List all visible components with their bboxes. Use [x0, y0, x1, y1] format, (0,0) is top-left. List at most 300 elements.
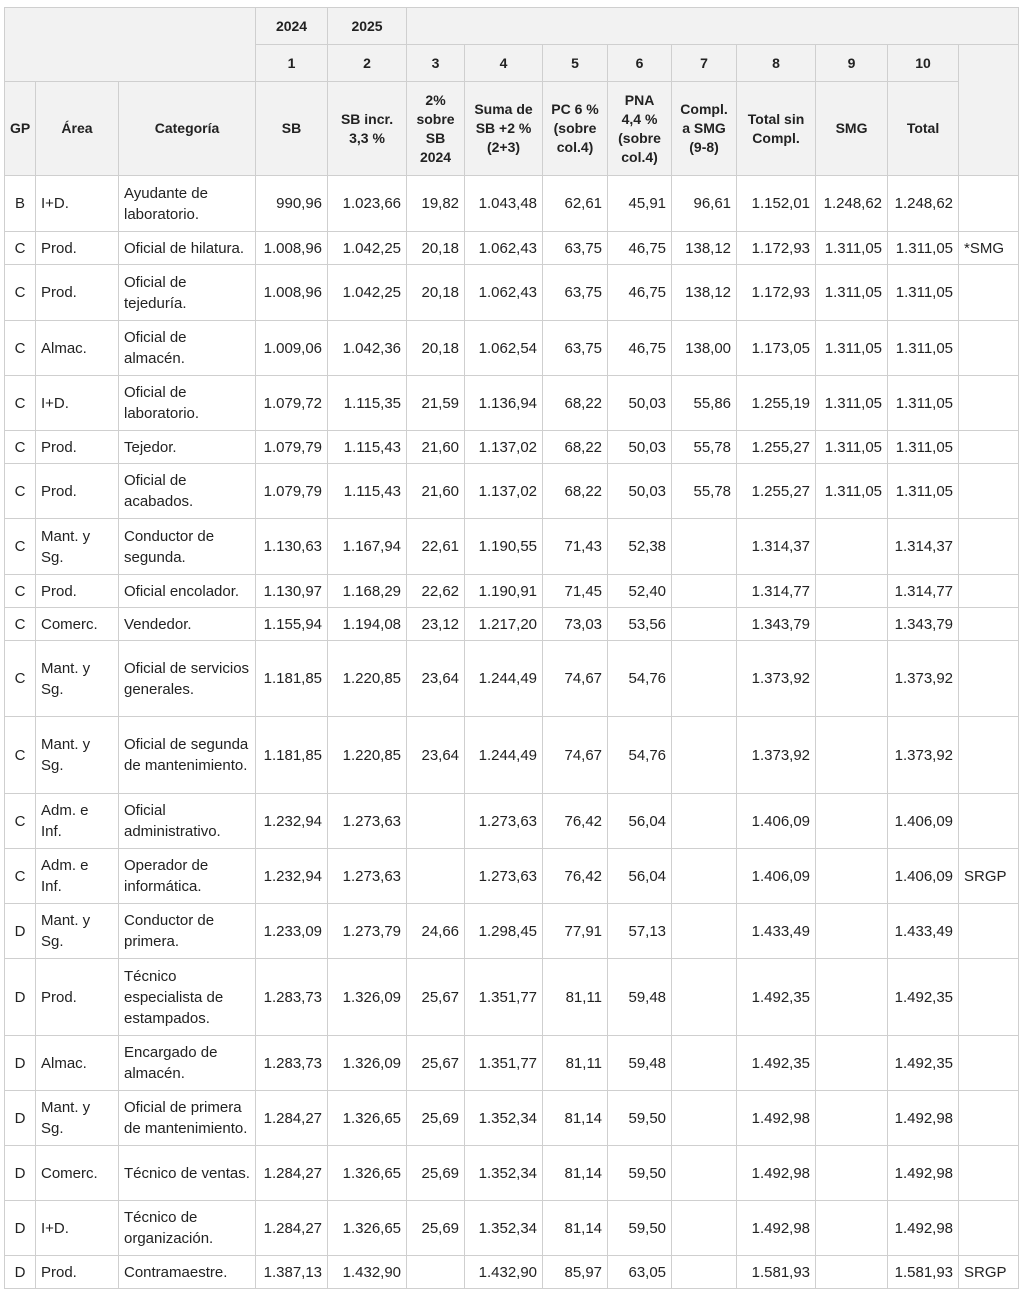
suma-cell: 1.136,94 — [465, 376, 543, 431]
suma-cell: 1.137,02 — [465, 431, 543, 464]
sb-incr-header — [328, 82, 407, 176]
sb-cell: 1.130,63 — [256, 519, 328, 575]
category-cell: Oficial de hilatura. — [119, 232, 256, 265]
sb-cell: 1.009,06 — [256, 321, 328, 376]
total-sin-cell: 1.255,27 — [737, 431, 816, 464]
total-cell: 1.314,77 — [888, 575, 959, 608]
pna-cell: 54,76 — [608, 717, 672, 794]
gp-cell: D — [5, 904, 36, 959]
gp-cell: C — [5, 794, 36, 849]
smg-cell — [816, 608, 888, 641]
suma-cell: 1.190,91 — [465, 575, 543, 608]
sb-cell: 1.155,94 — [256, 608, 328, 641]
sb-incr-cell: 1.220,85 — [328, 641, 407, 717]
sb-cell: 1.079,79 — [256, 464, 328, 519]
total-sin-cell: 1.314,37 — [737, 519, 816, 575]
pct2-cell — [407, 794, 465, 849]
pna-cell: 50,03 — [608, 431, 672, 464]
table-row — [5, 794, 1019, 849]
smg-cell: 1.311,05 — [816, 431, 888, 464]
category-cell: Vendedor. — [119, 608, 256, 641]
header-line: Total sin — [747, 110, 805, 127]
suma-cell: 1.273,63 — [465, 849, 543, 904]
suma-cell: 1.352,34 — [465, 1091, 543, 1146]
pna-cell: 59,50 — [608, 1091, 672, 1146]
category-cell: Técnico especialista de estampados. — [119, 959, 256, 1036]
suma-cell: 1.352,34 — [465, 1201, 543, 1256]
header-row-labels — [5, 82, 1019, 176]
pc-cell: 81,14 — [543, 1201, 608, 1256]
table-row — [5, 176, 1019, 232]
compl-cell — [672, 575, 737, 608]
pct2-cell: 25,69 — [407, 1091, 465, 1146]
smg-header: SMG — [816, 82, 888, 176]
pna-header — [608, 82, 672, 176]
compl-cell — [672, 641, 737, 717]
area-cell: Prod. — [36, 232, 119, 265]
category-cell: Operador de informática. — [119, 849, 256, 904]
table-row — [5, 904, 1019, 959]
pct2-cell: 20,18 — [407, 232, 465, 265]
category-cell: Tejedor. — [119, 431, 256, 464]
table-row — [5, 431, 1019, 464]
pct2-cell: 20,18 — [407, 265, 465, 321]
suma-cell: 1.043,48 — [465, 176, 543, 232]
category-cell: Oficial de acabados. — [119, 464, 256, 519]
suma-cell: 1.217,20 — [465, 608, 543, 641]
total-sin-cell: 1.406,09 — [737, 849, 816, 904]
sb-incr-cell: 1.273,79 — [328, 904, 407, 959]
sb-cell: 1.233,09 — [256, 904, 328, 959]
sb-incr-cell: 1.326,09 — [328, 1036, 407, 1091]
compl-cell — [672, 1201, 737, 1256]
category-cell: Oficial de almacén. — [119, 321, 256, 376]
gp-cell: D — [5, 1091, 36, 1146]
pct2-cell: 23,64 — [407, 641, 465, 717]
gp-cell: D — [5, 1146, 36, 1201]
pct2-cell: 21,60 — [407, 431, 465, 464]
table-row — [5, 265, 1019, 321]
note-cell — [959, 641, 1019, 717]
category-cell: Conductor de primera. — [119, 904, 256, 959]
compl-cell — [672, 608, 737, 641]
area-cell: Prod. — [36, 464, 119, 519]
smg-cell — [816, 1256, 888, 1289]
smg-cell — [816, 641, 888, 717]
header-line: 3,3 % — [349, 129, 385, 146]
gp-header: GP — [5, 82, 36, 176]
total-cell: 1.373,92 — [888, 717, 959, 794]
smg-cell: 1.248,62 — [816, 176, 888, 232]
total-cell: 1.492,98 — [888, 1091, 959, 1146]
sb-incr-cell: 1.273,63 — [328, 849, 407, 904]
total-sin-cell: 1.173,05 — [737, 321, 816, 376]
pc-cell: 77,91 — [543, 904, 608, 959]
note-cell — [959, 904, 1019, 959]
area-cell: I+D. — [36, 376, 119, 431]
note-cell — [959, 575, 1019, 608]
smg-cell — [816, 1036, 888, 1091]
table-row — [5, 959, 1019, 1036]
area-cell: Comerc. — [36, 1146, 119, 1201]
smg-cell: 1.311,05 — [816, 265, 888, 321]
header-line: (9-8) — [689, 139, 719, 155]
gp-cell: C — [5, 265, 36, 321]
table-row — [5, 717, 1019, 794]
header-line: 2% — [425, 91, 446, 108]
sb-cell: 1.387,13 — [256, 1256, 328, 1289]
col-number-header: 4 — [465, 45, 543, 82]
note-cell — [959, 176, 1019, 232]
compl-cell — [672, 1091, 737, 1146]
suma-cell: 1.432,90 — [465, 1256, 543, 1289]
area-cell: Prod. — [36, 1256, 119, 1289]
total-sin-cell: 1.172,93 — [737, 232, 816, 265]
header-line: a SMG — [682, 120, 726, 136]
table-row — [5, 321, 1019, 376]
pc-cell: 68,22 — [543, 376, 608, 431]
total-sin-cell: 1.343,79 — [737, 608, 816, 641]
note-cell — [959, 265, 1019, 321]
total-sin-cell: 1.172,93 — [737, 265, 816, 321]
note-cell — [959, 376, 1019, 431]
compl-cell: 138,12 — [672, 232, 737, 265]
sb-incr-cell: 1.023,66 — [328, 176, 407, 232]
col-number-header: 6 — [608, 45, 672, 82]
pct2-cell: 22,61 — [407, 519, 465, 575]
total-sin-cell: 1.373,92 — [737, 641, 816, 717]
category-cell: Oficial de primera de mantenimiento. — [119, 1091, 256, 1146]
pc-cell: 76,42 — [543, 849, 608, 904]
suma-header — [465, 82, 543, 176]
table-row — [5, 1256, 1019, 1289]
pna-cell: 50,03 — [608, 464, 672, 519]
pna-cell: 53,56 — [608, 608, 672, 641]
total-cell: 1.314,37 — [888, 519, 959, 575]
note-cell — [959, 1146, 1019, 1201]
col-number-header: 5 — [543, 45, 608, 82]
pct2-cell: 25,67 — [407, 1036, 465, 1091]
pna-cell: 56,04 — [608, 794, 672, 849]
total-cell: 1.581,93 — [888, 1256, 959, 1289]
note-cell — [959, 717, 1019, 794]
smg-cell — [816, 1146, 888, 1201]
smg-cell: 1.311,05 — [816, 321, 888, 376]
sb-incr-cell: 1.042,25 — [328, 232, 407, 265]
gp-cell: C — [5, 608, 36, 641]
suma-cell: 1.351,77 — [465, 1036, 543, 1091]
total-sin-cell: 1.492,35 — [737, 1036, 816, 1091]
sb-incr-cell: 1.042,36 — [328, 321, 407, 376]
smg-cell: 1.311,05 — [816, 464, 888, 519]
pna-cell: 59,48 — [608, 1036, 672, 1091]
gp-cell: B — [5, 176, 36, 232]
header-line: (2+3) — [486, 139, 521, 155]
header-line: Compl. — [752, 129, 800, 146]
pc-cell: 63,75 — [543, 321, 608, 376]
area-cell: Prod. — [36, 575, 119, 608]
header-line: Compl. — [680, 101, 728, 117]
sb-cell: 1.284,27 — [256, 1201, 328, 1256]
category-cell: Oficial de laboratorio. — [119, 376, 256, 431]
compl-cell — [672, 717, 737, 794]
compl-cell — [672, 849, 737, 904]
pct2-cell: 21,60 — [407, 464, 465, 519]
smg-cell — [816, 794, 888, 849]
compl-cell: 55,78 — [672, 464, 737, 519]
note-cell — [959, 1036, 1019, 1091]
note-cell — [959, 608, 1019, 641]
note-cell: *SMG — [959, 232, 1019, 265]
area-cell: Mant. y Sg. — [36, 519, 119, 575]
sb-incr-cell: 1.042,25 — [328, 265, 407, 321]
compl-cell: 138,00 — [672, 321, 737, 376]
smg-cell — [816, 575, 888, 608]
note-cell: SRGP — [959, 849, 1019, 904]
table-row — [5, 1036, 1019, 1091]
col-number-header: 7 — [672, 45, 737, 82]
pna-cell: 45,91 — [608, 176, 672, 232]
table-row — [5, 849, 1019, 904]
sb-cell: 1.283,73 — [256, 1036, 328, 1091]
pc-cell: 68,22 — [543, 431, 608, 464]
header-line: PC 6 % — [551, 101, 599, 117]
header-line: (sobre — [553, 120, 597, 136]
gp-cell: C — [5, 232, 36, 265]
sb-incr-cell: 1.326,65 — [328, 1201, 407, 1256]
sb-cell: 1.008,96 — [256, 265, 328, 321]
category-cell: Oficial encolador. — [119, 575, 256, 608]
gp-cell: C — [5, 464, 36, 519]
total-sin-cell: 1.255,19 — [737, 376, 816, 431]
gp-cell: C — [5, 519, 36, 575]
smg-cell: 1.311,05 — [816, 232, 888, 265]
pna-cell: 46,75 — [608, 265, 672, 321]
pct2-cell: 25,69 — [407, 1201, 465, 1256]
total-cell: 1.406,09 — [888, 849, 959, 904]
area-cell: Adm. e Inf. — [36, 794, 119, 849]
header-line: col.4) — [556, 139, 594, 155]
sb-incr-cell: 1.326,65 — [328, 1146, 407, 1201]
total-cell: 1.492,35 — [888, 1036, 959, 1091]
sb-cell: 990,96 — [256, 176, 328, 232]
pna-cell: 46,75 — [608, 321, 672, 376]
table-row — [5, 575, 1019, 608]
category-cell: Contramaestre. — [119, 1256, 256, 1289]
pc-cell: 63,75 — [543, 265, 608, 321]
area-cell: Adm. e Inf. — [36, 849, 119, 904]
pna-cell: 57,13 — [608, 904, 672, 959]
suma-cell: 1.062,43 — [465, 265, 543, 321]
pc-cell: 76,42 — [543, 794, 608, 849]
pc-cell: 81,11 — [543, 959, 608, 1036]
gp-cell: C — [5, 431, 36, 464]
area-header: Área — [36, 82, 119, 176]
gp-cell: C — [5, 376, 36, 431]
area-cell: Comerc. — [36, 608, 119, 641]
category-cell: Oficial de tejeduría. — [119, 265, 256, 321]
compl-cell: 55,78 — [672, 431, 737, 464]
pct2-cell — [407, 849, 465, 904]
sb-cell: 1.284,27 — [256, 1146, 328, 1201]
pna-cell: 52,40 — [608, 575, 672, 608]
pna-cell: 59,50 — [608, 1146, 672, 1201]
suma-cell: 1.298,45 — [465, 904, 543, 959]
pc-cell: 74,67 — [543, 641, 608, 717]
category-cell: Oficial de segunda de mantenimiento. — [119, 717, 256, 794]
salary-table — [4, 7, 1019, 1289]
header-year-blank — [407, 8, 1019, 45]
total-cell: 1.311,05 — [888, 321, 959, 376]
total-sin-cell: 1.152,01 — [737, 176, 816, 232]
header-row-years — [5, 8, 1019, 45]
sb-cell: 1.232,94 — [256, 794, 328, 849]
compl-cell — [672, 904, 737, 959]
table-row — [5, 376, 1019, 431]
sb-incr-cell: 1.115,35 — [328, 376, 407, 431]
sb-incr-cell: 1.432,90 — [328, 1256, 407, 1289]
gp-cell: D — [5, 959, 36, 1036]
smg-cell: 1.311,05 — [816, 376, 888, 431]
note-cell — [959, 959, 1019, 1036]
sb-cell: 1.181,85 — [256, 641, 328, 717]
category-cell: Oficial administrativo. — [119, 794, 256, 849]
suma-cell: 1.244,49 — [465, 641, 543, 717]
pc-cell: 71,45 — [543, 575, 608, 608]
total-sin-cell: 1.433,49 — [737, 904, 816, 959]
total-cell: 1.433,49 — [888, 904, 959, 959]
table-row — [5, 1201, 1019, 1256]
suma-cell: 1.190,55 — [465, 519, 543, 575]
table-body — [5, 176, 1019, 1289]
suma-cell: 1.137,02 — [465, 464, 543, 519]
gp-cell: D — [5, 1256, 36, 1289]
compl-cell — [672, 1146, 737, 1201]
total-cell: 1.311,05 — [888, 265, 959, 321]
sb-cell: 1.232,94 — [256, 849, 328, 904]
compl-cell — [672, 519, 737, 575]
area-cell: Mant. y Sg. — [36, 1091, 119, 1146]
pct2-cell: 20,18 — [407, 321, 465, 376]
pct2-cell: 23,64 — [407, 717, 465, 794]
header-line: 2024 — [419, 148, 452, 165]
gp-cell: C — [5, 717, 36, 794]
note-cell — [959, 794, 1019, 849]
total-sin-cell: 1.314,77 — [737, 575, 816, 608]
pc-cell: 71,43 — [543, 519, 608, 575]
gp-cell: D — [5, 1201, 36, 1256]
sb-incr-cell: 1.115,43 — [328, 464, 407, 519]
pc-cell: 85,97 — [543, 1256, 608, 1289]
col-number-header: 9 — [816, 45, 888, 82]
pct2-cell: 19,82 — [407, 176, 465, 232]
col-number-header: 8 — [737, 45, 816, 82]
header-line: SB incr. — [340, 110, 394, 127]
category-cell: Conductor de segunda. — [119, 519, 256, 575]
pc-cell: 62,61 — [543, 176, 608, 232]
pct2-cell: 21,59 — [407, 376, 465, 431]
pna-cell: 59,48 — [608, 959, 672, 1036]
pna-cell: 46,75 — [608, 232, 672, 265]
note-cell: SRGP — [959, 1256, 1019, 1289]
total-sin-cell: 1.581,93 — [737, 1256, 816, 1289]
suma-cell: 1.352,34 — [465, 1146, 543, 1201]
sb-cell: 1.079,79 — [256, 431, 328, 464]
area-cell: I+D. — [36, 1201, 119, 1256]
header-line: Suma de — [474, 101, 533, 117]
total-sin-cell: 1.373,92 — [737, 717, 816, 794]
pna-cell: 56,04 — [608, 849, 672, 904]
suma-cell: 1.273,63 — [465, 794, 543, 849]
pna-cell: 52,38 — [608, 519, 672, 575]
pna-cell: 59,50 — [608, 1201, 672, 1256]
suma-cell: 1.062,43 — [465, 232, 543, 265]
total-sin-header — [737, 82, 816, 176]
total-cell: 1.311,05 — [888, 232, 959, 265]
total-cell: 1.492,35 — [888, 959, 959, 1036]
gp-cell: D — [5, 1036, 36, 1091]
smg-cell — [816, 959, 888, 1036]
compl-cell — [672, 1256, 737, 1289]
note-cell — [959, 1091, 1019, 1146]
compl-cell: 96,61 — [672, 176, 737, 232]
header-line: (sobre — [618, 129, 661, 146]
year-2025-header: 2025 — [328, 8, 407, 45]
smg-cell — [816, 904, 888, 959]
pct2-header — [407, 82, 465, 176]
pna-cell: 54,76 — [608, 641, 672, 717]
total-cell: 1.492,98 — [888, 1201, 959, 1256]
sb-incr-cell: 1.167,94 — [328, 519, 407, 575]
total-sin-cell: 1.255,27 — [737, 464, 816, 519]
note-cell — [959, 519, 1019, 575]
note-cell — [959, 431, 1019, 464]
total-sin-cell: 1.492,98 — [737, 1201, 816, 1256]
sb-incr-cell: 1.194,08 — [328, 608, 407, 641]
category-cell: Ayudante de laboratorio. — [119, 176, 256, 232]
year-2024-header: 2024 — [256, 8, 328, 45]
smg-cell — [816, 849, 888, 904]
suma-cell: 1.351,77 — [465, 959, 543, 1036]
total-cell: 1.248,62 — [888, 176, 959, 232]
area-cell: Prod. — [36, 265, 119, 321]
note-cell — [959, 1201, 1019, 1256]
header-blank-cell — [5, 8, 256, 82]
gp-cell: C — [5, 575, 36, 608]
table-row — [5, 464, 1019, 519]
sb-incr-cell: 1.273,63 — [328, 794, 407, 849]
table-row — [5, 519, 1019, 575]
gp-cell: C — [5, 641, 36, 717]
total-header: Total — [888, 82, 959, 176]
compl-cell — [672, 1036, 737, 1091]
header-line: sobre — [416, 110, 455, 127]
area-cell: Mant. y Sg. — [36, 904, 119, 959]
area-cell: Mant. y Sg. — [36, 641, 119, 717]
pct2-cell: 25,69 — [407, 1146, 465, 1201]
pc-cell: 74,67 — [543, 717, 608, 794]
area-cell: Mant. y Sg. — [36, 717, 119, 794]
col-number-header: 10 — [888, 45, 959, 82]
col-number-header: 3 — [407, 45, 465, 82]
sb-cell: 1.079,72 — [256, 376, 328, 431]
sb-incr-cell: 1.168,29 — [328, 575, 407, 608]
smg-cell — [816, 1091, 888, 1146]
category-cell: Técnico de organización. — [119, 1201, 256, 1256]
sb-cell: 1.284,27 — [256, 1091, 328, 1146]
category-cell: Técnico de ventas. — [119, 1146, 256, 1201]
total-sin-cell: 1.492,98 — [737, 1091, 816, 1146]
